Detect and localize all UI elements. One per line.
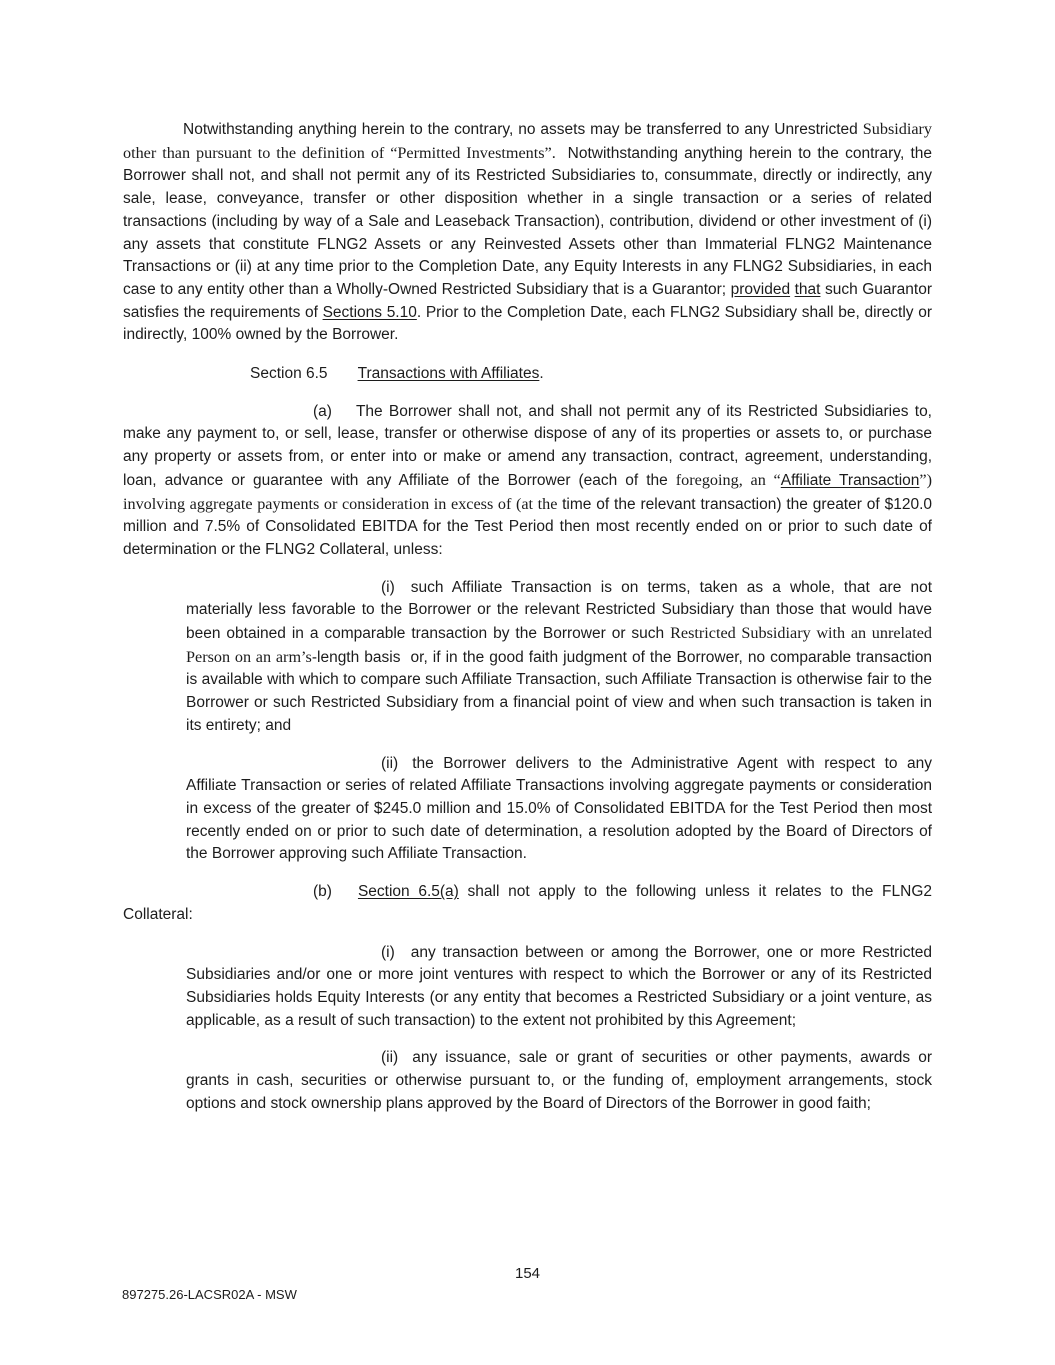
clause-b-i xyxy=(186,942,932,1033)
text-run: Restricted Subsidiary with an unrelated Person on an arm’s xyxy=(186,624,933,666)
text-run: foregoing, an “ xyxy=(675,470,781,489)
tab-spacer xyxy=(332,415,356,416)
text-run: such Affiliate Transaction is on terms, taken as a whole, that are not materially less favorable to the Borrower or the relevant Restricted Subsidiary than those that would have been obtained in a comparable transaction by the Borrower or such xyxy=(186,578,932,643)
text-run: Subsidiary other than pursuant to the definition of “Permitted Investments”. xyxy=(123,120,932,162)
text-run: time of the relevant transaction) the greater of $120.0 million and 7.5% of Consolidated EBITDA for the Test Period then most recently ended on or prior to such date of determination or the FLNG2 Collateral, unless: xyxy=(123,495,932,558)
tab-spacer xyxy=(395,591,411,592)
text-run: (i) xyxy=(381,578,395,596)
text-run: that xyxy=(794,280,821,298)
page-number: 154 xyxy=(514,1265,541,1282)
text-run: any transaction between or among the Borrower, one or more Restricted Subsidiaries and/or one or more joint ventures with respect to which the Borrower or any of its Restricted Subsidiaries holds Equity Interests (or any entity that becomes a Restricted Subsidiary or a joint venture, as applicable, as a result of such transaction) to the extent not prohibited by this Agreement; xyxy=(186,943,932,1029)
paragraph-no-asset-transfer xyxy=(123,118,932,347)
text-run: provided xyxy=(730,280,791,298)
text-run: Affiliate Transaction xyxy=(780,471,920,489)
text-run: Section 6.5 xyxy=(250,365,328,383)
text-run: -length basis or, if in the good faith judgment of the Borrower, no comparable transaction is available with which to compare such Affiliate Transaction, such Affiliate Transaction is otherwise fair to the Borrower or such Restricted Subsidiary from a financial point of view and when such transaction is taken in its entirety; and xyxy=(186,648,932,734)
clause-b-ii xyxy=(186,1047,932,1115)
text-run: (i) xyxy=(381,943,395,961)
text-run: Notwithstanding anything herein to the contrary, no assets may be transferred to any Unrestricted xyxy=(183,121,863,138)
clause-b xyxy=(123,881,932,926)
text-run: the Borrower delivers to the Administrative Agent with respect to any Affiliate Transaction or series of related Affiliate Transactions involving aggregate payments or consideration in excess of the greater of $245.0 million and 15.0% of Consolidated EBITDA for the Test Period then most recently ended on or prior to such date of determination, a resolution adopted by the Board of Directors of the Borrower approving such Affiliate Transaction. xyxy=(186,754,932,863)
tab-spacer xyxy=(328,377,358,378)
text-run: (a) xyxy=(313,402,332,420)
clause-a-i xyxy=(186,577,932,738)
text-run: any issuance, sale or grant of securities or other payments, awards or grants in cash, securities or otherwise pursuant to, or the funding of, employment arrangements, stock options and stock ownership plans approved by the Board of Directors of the Borrower in good faith; xyxy=(186,1049,932,1112)
text-run: such Guarantor satisfies the requirements of xyxy=(123,280,932,321)
section-6-5-heading xyxy=(123,363,932,386)
tab-spacer xyxy=(398,1061,412,1062)
text-run: (b) xyxy=(313,883,332,901)
text-run: (ii) xyxy=(381,754,399,772)
text-run: ”) involving aggregate payments or consideration in excess of (at the xyxy=(123,470,932,513)
document-body xyxy=(123,118,932,1115)
tab-spacer xyxy=(398,767,412,768)
clause-a xyxy=(123,401,932,562)
text-run: (ii) xyxy=(381,1049,399,1067)
text-run: The Borrower shall not, and shall not permit any of its Restricted Subsidiaries to, make any payment to, or sell, lease, transfer or otherwise dispose of any of its properties or assets to, or purchase any property or assets from, or enter into or make or amend any transaction, contract, agreement, understanding, loan, advance or guarantee with any Affiliate of the Borrower (each of the xyxy=(123,402,932,489)
footer-doc-id: 897275.26-LACSR02A - MSW xyxy=(122,1287,297,1302)
text-run: shall not apply to the following unless it relates to the FLNG2 Collateral: xyxy=(123,883,932,923)
tab-spacer xyxy=(332,895,358,896)
text-run: . xyxy=(539,365,544,383)
text-run: Sections 5.10 xyxy=(322,303,417,321)
text-run: Notwithstanding anything herein to the contrary, the Borrower shall not, and shall not permit any of its Restricted Subsidiaries to, consummate, directly or indirectly, any sale, lease, conveyance, transfer or other disposition whether in a single transaction or a series of related transactions (including by way of a Sale and Leaseback Transaction), contribution, dividend or other investment of (i) any assets that constitute FLNG2 Assets or any Reinvested Assets other than Immaterial FLNG2 Maintenance Transactions or (ii) at any time prior to the Completion Date, any Equity Interests in any FLNG2 Subsidiaries, in each case to any entity other than a Wholly-Owned Restricted Subsidiary that is a Guarantor; xyxy=(123,144,932,298)
text-run: Transactions with Affiliates xyxy=(357,365,540,383)
clause-a-ii xyxy=(186,753,932,867)
text-run: . Prior to the Completion Date, each FLNG2 Subsidiary shall be, directly or indirectly, 100% owned by the Borrower. xyxy=(123,303,932,344)
tab-spacer xyxy=(395,956,411,957)
text-run: Section 6.5(a) xyxy=(357,883,459,901)
